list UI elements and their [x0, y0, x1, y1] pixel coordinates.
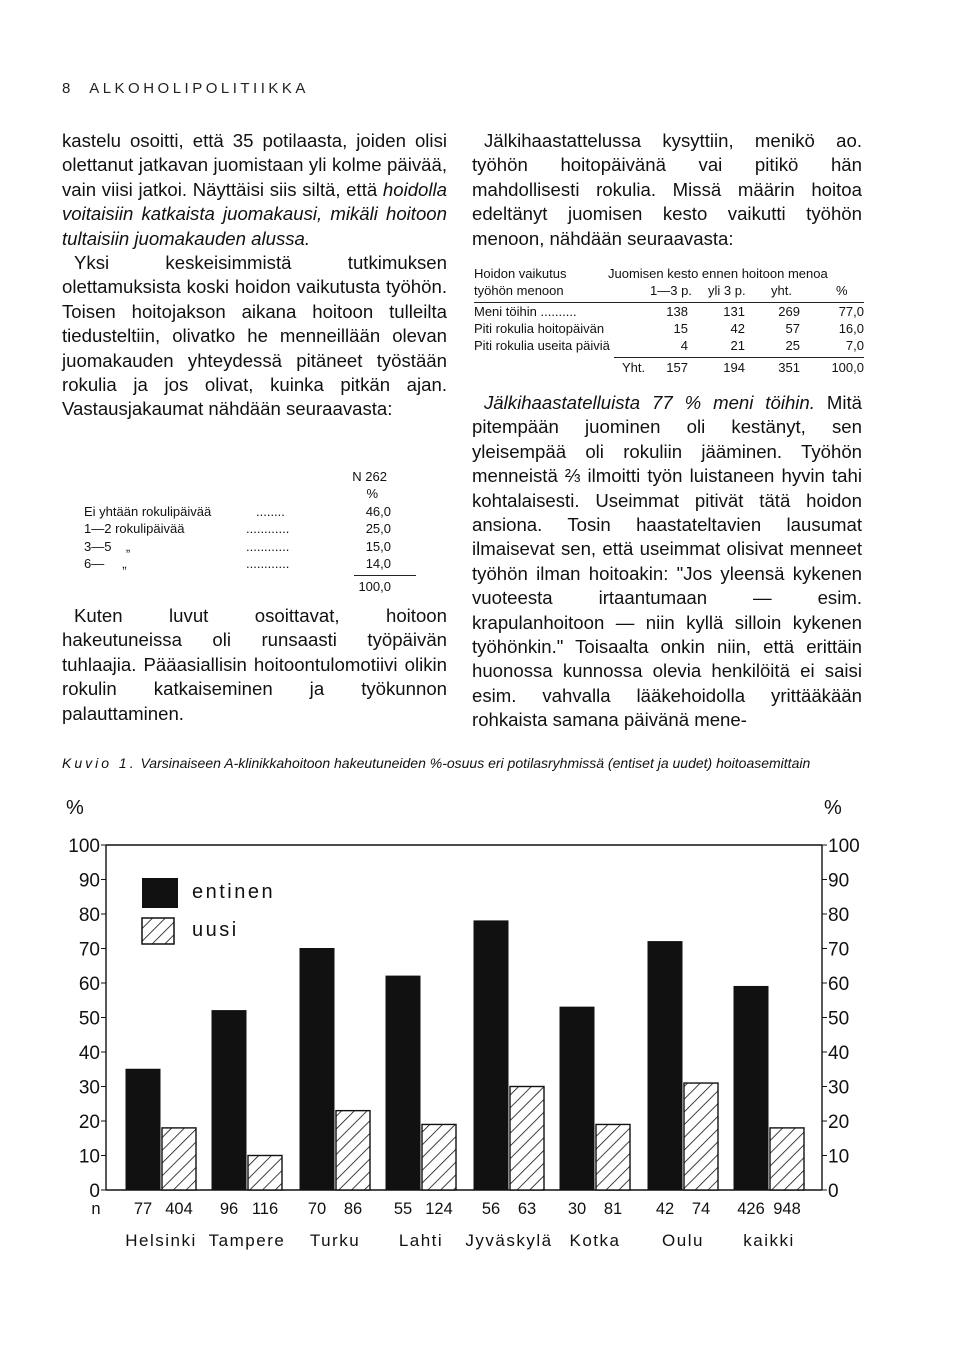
work-table-head-right: Juomisen kesto ennen hoitoon menoa	[608, 266, 828, 281]
work-table-col: yli 3 p.	[708, 283, 746, 298]
table-cell: 269	[778, 304, 800, 319]
bar-entinen-oulu	[648, 942, 682, 1190]
bar-uusi-jyväskylä	[510, 1087, 544, 1191]
figure-caption-text: Varsinaiseen A-klinikkahoitoon hakeutuneiden %-osuus eri potilasryhmissä (entiset ja uudet) hoitoasemittain	[136, 755, 811, 771]
n-label-uusi: 124	[425, 1200, 453, 1218]
table-total: 100,0	[358, 579, 391, 595]
y-tick-label-right: 50	[828, 1008, 850, 1030]
table-total-rule	[354, 575, 416, 576]
right-paragraph-1: Jälkihaastattelussa kysyttiin, menikö ao. työhön hoitopäivänä vai pitikö hän mahdollisesti rokulia. Missä määrin hoitoa edeltänyt juomisen kesto vaikutti työhön menoon, nähdään seuraavasta:	[472, 130, 862, 249]
table-cell: 100,0	[831, 360, 864, 375]
table-cell: 15	[673, 321, 688, 336]
sick-days-table	[84, 468, 414, 596]
table-pct-header: %	[366, 486, 378, 502]
table-cell: 157	[666, 360, 688, 375]
bar-uusi-turku	[336, 1111, 370, 1190]
table-cell: 77,0	[838, 304, 864, 319]
y-tick-label-right: 10	[828, 1146, 850, 1168]
bar-uusi-kotka	[596, 1124, 630, 1190]
bar-entinen-turku	[300, 949, 334, 1191]
bar-entinen-jyväskylä	[474, 921, 508, 1190]
left-paragraph-1: kastelu osoitti, että 35 potilaasta, joiden olisi olettanut jatkavan juomistaan yli kolme päivää, vain viisi jatkoi. Näyttäisi siis siltä, että hoidolla voitaisiin katkaista juomakausi, mikäli hoitoon tultaisiin juomakauden alussa.	[62, 130, 447, 249]
table-cell: 25	[785, 338, 800, 353]
n-label-entinen: 77	[133, 1200, 153, 1218]
bar-entinen-kotka	[560, 1007, 594, 1190]
table-cell: 16,0	[838, 321, 864, 336]
work-table-head-left-2: työhön menoon	[474, 283, 564, 298]
table-cell: 138	[666, 304, 688, 319]
table-row-label: Piti rokulia hoitopäivän	[474, 321, 605, 336]
y-tick-label-right: 40	[828, 1043, 850, 1064]
category-label: kaikki	[743, 1231, 795, 1250]
category-label: Kotka	[569, 1231, 621, 1250]
y-tick-label-right: 70	[828, 939, 850, 961]
n-label-uusi: 74	[691, 1200, 711, 1218]
table-cell: 57	[785, 321, 800, 336]
n-label-entinen: 426	[737, 1200, 765, 1218]
table-row: 3—5 „ ............ 15,0	[84, 538, 391, 554]
n-label-entinen: 30	[567, 1200, 587, 1218]
y-tick-label-left: 50	[78, 1008, 100, 1030]
work-table-head-left-1: Hoidon vaikutus	[474, 266, 567, 281]
y-tick-label-right: 80	[828, 905, 850, 926]
running-header	[62, 80, 309, 97]
n-label-uusi: 948	[773, 1200, 801, 1218]
right-paragraph-2: Jälkihaastatelluista 77 % meni töihin. Mitä pitempään juominen oli kestänyt, sen yleisempää oli rokuliin jääminen. Työhön menneistä ⅔ ilmoitti työn luistaneen hyvin tahi kohtalaisesti. Useimmat pitivät tätä hoidon ansiona. Tosin haastateltavien lausumat ilmaisevat sen, että useimmat olisivat menneet työhön ilman hoitoakin: "Jos yleensä kykenen vuoteesta irtaantumaan — esim. krapulanhoitoon — niin kyllä silloin kykenen työhönkin." Toisaalta onkin niin, että erittäin huonossa kunnossa olevia henkilöitä ei saisi esim. vahvalla lääkehoidolla yrittääkään rohkaista samana päivänä mene-	[472, 392, 862, 731]
category-label: Jyväskylä	[465, 1231, 553, 1250]
page-number: 8	[62, 80, 74, 97]
n-prefix: n	[91, 1200, 101, 1218]
right-column-lower	[472, 391, 862, 733]
n-label-uusi: 81	[603, 1200, 623, 1218]
y-tick-label-right: 20	[828, 1112, 850, 1133]
bar-entinen-helsinki	[126, 1069, 160, 1190]
left-column-upper	[62, 129, 447, 422]
y-tick-label-left: 10	[78, 1146, 100, 1168]
table-cell: 131	[723, 304, 745, 319]
y-tick-label-right: 30	[828, 1077, 850, 1099]
work-table-total-label: Yht.	[622, 360, 646, 375]
y-tick-label-left: 100	[68, 836, 100, 857]
table-row: 6— „ ............ 14,0	[84, 555, 391, 571]
n-label-uusi: 404	[165, 1200, 193, 1218]
y-tick-label-left: 20	[78, 1112, 100, 1133]
category-label: Helsinki	[125, 1231, 197, 1250]
n-label-uusi: 63	[517, 1200, 537, 1218]
n-label-uusi: 116	[251, 1200, 279, 1218]
work-table-rule	[474, 302, 864, 303]
n-label-entinen: 42	[655, 1200, 675, 1218]
y-tick-label-left: 30	[78, 1077, 100, 1099]
table-cell: 194	[723, 360, 745, 375]
bar-uusi-helsinki	[162, 1128, 196, 1190]
y-tick-label-right: 60	[828, 974, 850, 995]
legend-label-entinen: entinen	[192, 881, 276, 903]
y-tick-label-right: 0	[828, 1181, 839, 1202]
work-table-col: %	[836, 283, 848, 298]
figure-caption	[62, 755, 862, 772]
bar-entinen-tampere	[212, 1011, 246, 1190]
table-cell: 351	[778, 360, 800, 375]
category-label: Tampere	[208, 1231, 286, 1250]
y-tick-label-left: 0	[89, 1181, 100, 1202]
table-cell: 7,0	[845, 338, 864, 353]
legend-swatch-entinen	[142, 878, 178, 908]
legend-label-uusi: uusi	[192, 919, 239, 941]
n-label-entinen: 56	[481, 1200, 501, 1218]
y-tick-label-right: 100	[828, 836, 860, 857]
y-tick-label-right: 90	[828, 870, 850, 892]
left-paragraph-3: Kuten luvut osoittavat, hoitoon hakeutuneissa oli runsaasti työpäivän tuhlaajia. Pääasiallisin hoitoontulomotiivi olikin rokulin katkaiseminen ja työkunnon palauttaminen.	[62, 605, 447, 724]
work-table-col: yht.	[771, 283, 792, 298]
table-cell: 21	[730, 338, 745, 353]
n-label-uusi: 86	[343, 1200, 363, 1218]
n-label-entinen: 96	[219, 1200, 239, 1218]
y-axis-label-left: %	[66, 797, 84, 819]
left-paragraph-1-emphasis: hoidolla voitaisiin katkaista juomakausi, mikäli hoitoon tultaisiin juomakauden alussa.	[62, 178, 447, 249]
table-cell: 4	[680, 338, 688, 353]
left-column-lower	[62, 604, 447, 726]
category-label: Oulu	[662, 1231, 704, 1250]
table-row: 1—2 rokulipäivää ............ 25,0	[84, 521, 391, 537]
category-label: Turku	[309, 1231, 361, 1250]
work-table-total-rule	[614, 357, 864, 358]
running-title: ALKOHOLIPOLITIIKKA	[89, 80, 309, 97]
right-paragraph-2-emphasis: Jälkihaastatelluista 77 % meni töihin.	[484, 392, 815, 413]
bar-uusi-lahti	[422, 1124, 456, 1190]
y-tick-label-left: 80	[78, 905, 100, 926]
y-tick-label-left: 60	[78, 974, 100, 995]
y-axis-label-right: %	[824, 797, 842, 819]
right-column-upper	[472, 129, 862, 251]
table-cell: 42	[730, 321, 745, 336]
n-label-entinen: 70	[307, 1200, 327, 1218]
bar-chart	[0, 790, 960, 1260]
category-label: Lahti	[398, 1231, 444, 1250]
bar-uusi-kaikki	[770, 1128, 804, 1190]
bar-uusi-oulu	[684, 1083, 718, 1190]
table-row: Ei yhtään rokulipäivää ........ 46,0	[84, 503, 391, 519]
n-label-entinen: 55	[393, 1200, 413, 1218]
bar-entinen-kaikki	[734, 986, 768, 1190]
left-paragraph-2: Yksi keskeisimmistä tutkimuksen olettamuksista koski hoidon vaikutusta työhön. Toisen hoitojakson aikana hoitoon tulleilta tiedusteltiin, olivatko he menneillään olevan juomakauden yhteydessä pitäneet työstään rokulia ja jos olivat, kuinka pitkän ajan. Vastausjakaumat nähdään seuraavasta:	[62, 252, 447, 420]
bar-uusi-tampere	[248, 1156, 282, 1191]
bar-entinen-lahti	[386, 976, 420, 1190]
legend-swatch-uusi	[142, 918, 174, 944]
y-tick-label-left: 40	[78, 1043, 100, 1064]
table-n-header: N 262	[352, 469, 387, 484]
y-tick-label-left: 90	[78, 870, 100, 892]
y-tick-label-left: 70	[78, 939, 100, 961]
table-row-label: Meni töihin ..........	[474, 304, 577, 319]
table-row-label: Piti rokulia useita päiviä	[474, 338, 610, 353]
work-table-col: 1—3 p.	[650, 283, 692, 298]
figure-caption-prefix: Kuvio 1.	[62, 755, 137, 771]
